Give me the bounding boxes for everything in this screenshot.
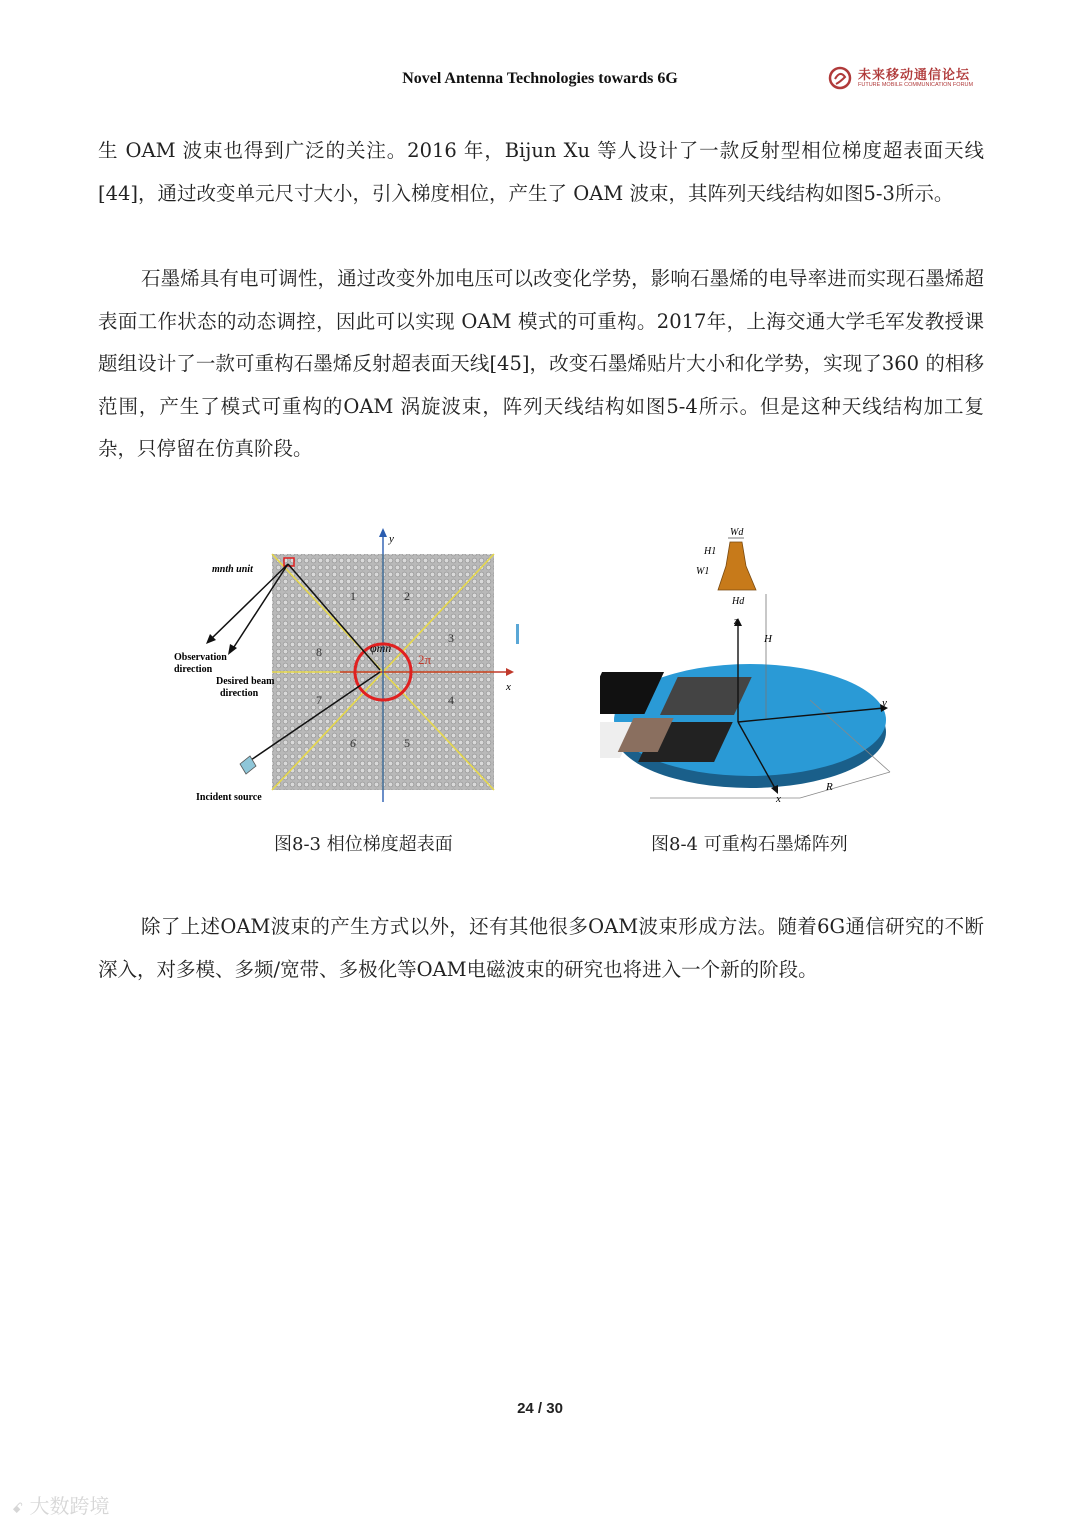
figure-4-caption: 图8-4 可重构石墨烯阵列 xyxy=(651,834,848,855)
paragraph-1: 生 OAM 波束也得到广泛的关注。2016 年，Bijun Xu 等人设计了一款反射型相位梯度超表面天线[44]，通过改变单元尺寸大小，引入梯度相位，产生了 OAM 波束，其阵列天线结构如图5-3所示。 xyxy=(98,139,984,205)
logo-chinese-text: 未来移动通信论坛 xyxy=(858,68,971,83)
paragraph-2: 石墨烯具有电可调性，通过改变外加电压可以改变化学势，影响石墨烯的电导率进而实现石墨烯超表面工作状态的动态调控，因此可以实现 OAM 模式的可重构。2017年，上海交通大学毛军发教授课题组设计了一款可重构石墨烯反射超表面天线[45]，改变石墨烯贴片大小和化学势，实现了360 的相移范围，产生了模式可重构的OAM 涡旋波束，阵列天线结构如图5-4所示。但是这种天线结构加工复杂，只停留在仿真阶段。 xyxy=(98,267,984,460)
label-incident-source: Incident source xyxy=(196,792,262,803)
figure-phase-gradient-metasurface xyxy=(170,522,530,812)
label-axis-x: x xyxy=(506,681,511,693)
label-desired-1: Desired beam xyxy=(216,676,275,687)
forum-logo-icon xyxy=(828,66,852,90)
label-observation-2: direction xyxy=(174,664,213,675)
label-two-pi: 2π xyxy=(418,652,432,667)
sector-4: 4 xyxy=(448,693,454,707)
watermark-text: 大数跨境 xyxy=(29,1494,110,1518)
label-observation-1: Observation xyxy=(174,652,227,663)
label-axis-y: y xyxy=(389,533,394,545)
label-w1: W1 xyxy=(696,566,710,577)
forum-logo xyxy=(828,64,988,94)
figure-reconfigurable-graphene-array xyxy=(600,522,910,812)
label-desired-2: direction xyxy=(220,688,259,699)
figure-3-edge-mark xyxy=(516,624,519,644)
sector-1: 1 xyxy=(350,589,356,603)
watermark xyxy=(12,1490,110,1519)
label-r: R xyxy=(826,781,833,793)
sector-8: 8 xyxy=(316,645,322,659)
page-header-title: Novel Antenna Technologies towards 6G xyxy=(402,70,678,87)
horn-feed-icon xyxy=(718,542,756,590)
label-mnth-unit: mnth unit xyxy=(212,564,253,575)
figure-3-caption: 图8-3 相位梯度超表面 xyxy=(274,834,453,855)
sector-2: 2 xyxy=(404,589,410,603)
label-h: H xyxy=(764,633,772,645)
sector-3: 3 xyxy=(448,631,454,645)
label-phi: φmn xyxy=(370,641,392,655)
sector-6: 6 xyxy=(350,736,356,750)
label-x: x xyxy=(776,793,781,805)
watermark-logo-icon: ꗃ xyxy=(12,1501,24,1517)
label-h1: H1 xyxy=(704,546,717,557)
label-y: y xyxy=(882,697,887,709)
sector-7: 7 xyxy=(316,693,322,707)
logo-english-text: FUTURE MOBILE COMMUNICATION FORUM xyxy=(858,82,974,88)
sector-5: 5 xyxy=(404,736,410,750)
page-number: 24 / 30 xyxy=(517,1400,563,1417)
label-z: z xyxy=(734,616,738,627)
label-hd: Hd xyxy=(732,596,745,607)
label-wd: Wd xyxy=(730,527,744,538)
paragraph-3: 除了上述OAM波束的产生方式以外，还有其他很多OAM波束形成方法。随着6G通信研究的不断深入，对多模、多频/宽带、多极化等OAM电磁波束的研究也将进入一个新的阶段。 xyxy=(98,915,984,981)
